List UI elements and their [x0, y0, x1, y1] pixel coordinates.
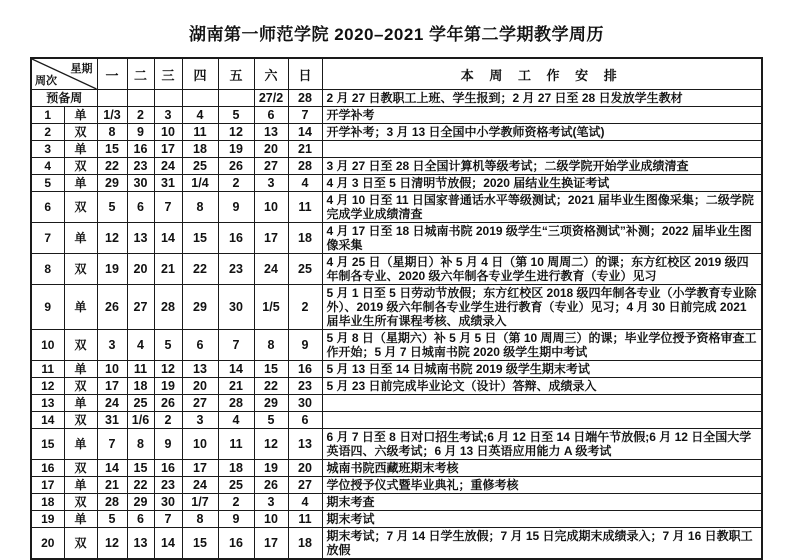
- day-header-sat: 六: [254, 58, 288, 90]
- date-cell: 15: [182, 528, 218, 560]
- table-row: [31, 192, 762, 223]
- table-row: [31, 412, 762, 429]
- date-cell: 28: [97, 494, 127, 511]
- odd-even-cell: 单: [64, 223, 97, 254]
- table-row: [31, 158, 762, 175]
- corner-label-weeknum: 周次: [35, 75, 57, 87]
- date-cell: 14: [218, 361, 254, 378]
- date-cell: 18: [288, 528, 322, 560]
- work-plan-cell: 4 月 25 日（星期日）补 5 月 4 日（第 10 周周二）的课；东方红校区 2019 级四年制各专业、2020 级六年制各专业学生进行教育（专业）见习: [322, 254, 762, 285]
- date-cell: 18: [127, 378, 154, 395]
- date-cell: 2: [154, 412, 182, 429]
- table-row: [31, 494, 762, 511]
- date-cell: 29: [97, 175, 127, 192]
- date-cell: 5: [97, 511, 127, 528]
- odd-even-cell: 单: [64, 361, 97, 378]
- date-cell: 18: [288, 223, 322, 254]
- date-cell: 26: [97, 285, 127, 330]
- date-cell: 29: [254, 395, 288, 412]
- week-number-cell: 3: [31, 141, 64, 158]
- date-cell: 15: [182, 223, 218, 254]
- work-plan-cell: [322, 395, 762, 412]
- date-cell: 8: [97, 124, 127, 141]
- date-cell: 9: [288, 330, 322, 361]
- date-cell: 20: [288, 460, 322, 477]
- date-cell: 30: [218, 285, 254, 330]
- odd-even-cell: 单: [64, 141, 97, 158]
- date-cell: 22: [254, 378, 288, 395]
- date-cell: 8: [254, 330, 288, 361]
- date-cell: 17: [182, 460, 218, 477]
- date-cell: 9: [218, 511, 254, 528]
- date-cell: 25: [127, 395, 154, 412]
- date-cell: 7: [288, 107, 322, 124]
- date-cell: 19: [218, 141, 254, 158]
- date-cell: 5: [154, 330, 182, 361]
- odd-even-cell: 双: [64, 494, 97, 511]
- date-cell: 8: [182, 511, 218, 528]
- date-cell: 24: [182, 477, 218, 494]
- date-cell: 3: [154, 107, 182, 124]
- date-cell: 13: [127, 528, 154, 560]
- work-plan-header: 本 周 工 作 安 排: [322, 58, 762, 90]
- date-cell: 31: [154, 175, 182, 192]
- table-row: [31, 528, 762, 560]
- date-cell: 22: [182, 254, 218, 285]
- table-row: [31, 175, 762, 192]
- table-row: [31, 254, 762, 285]
- odd-even-cell: 双: [64, 192, 97, 223]
- week-number-cell: 11: [31, 361, 64, 378]
- date-cell: 14: [288, 124, 322, 141]
- date-cell: 23: [127, 158, 154, 175]
- corner-label-weekday: 星期: [70, 63, 93, 75]
- table-row: [31, 330, 762, 361]
- date-cell: 14: [97, 460, 127, 477]
- week-number-cell: 13: [31, 395, 64, 412]
- date-cell: 27: [254, 158, 288, 175]
- date-cell: 16: [154, 460, 182, 477]
- date-cell: 12: [218, 124, 254, 141]
- date-cell: 4: [182, 107, 218, 124]
- date-cell: 26: [154, 395, 182, 412]
- date-cell: 18: [218, 460, 254, 477]
- date-cell: 21: [288, 141, 322, 158]
- date-cell: 10: [154, 124, 182, 141]
- date-cell: 28: [154, 285, 182, 330]
- date-cell: 14: [154, 528, 182, 560]
- week-number-cell: 19: [31, 511, 64, 528]
- date-cell: 31: [97, 412, 127, 429]
- date-cell: [182, 90, 218, 107]
- work-plan-cell: 3 月 27 日至 28 日全国计算机等级考试；二级学院开始学业成绩清查: [322, 158, 762, 175]
- date-cell: 19: [97, 254, 127, 285]
- date-cell: [97, 90, 127, 107]
- date-cell: 30: [127, 175, 154, 192]
- work-plan-cell: 开学补考；3 月 13 日全国中小学教师资格考试(笔试): [322, 124, 762, 141]
- table-row: [31, 141, 762, 158]
- date-cell: 10: [254, 192, 288, 223]
- date-cell: 2: [218, 175, 254, 192]
- date-cell: 1/3: [97, 107, 127, 124]
- date-cell: 4: [288, 175, 322, 192]
- date-cell: 23: [218, 254, 254, 285]
- table-row: [31, 107, 762, 124]
- odd-even-cell: 双: [64, 124, 97, 141]
- date-cell: 20: [182, 378, 218, 395]
- odd-even-cell: 单: [64, 477, 97, 494]
- date-cell: 13: [182, 361, 218, 378]
- odd-even-cell: 单: [64, 285, 97, 330]
- work-plan-cell: 期末考试；7 月 14 日学生放假；7 月 15 日完成期末成绩录入；7 月 16 日教职工放假: [322, 528, 762, 560]
- odd-even-cell: 单: [64, 511, 97, 528]
- week-number-cell: 10: [31, 330, 64, 361]
- date-cell: 15: [254, 361, 288, 378]
- table-row: [31, 511, 762, 528]
- corner-box: [32, 59, 97, 89]
- date-cell: 23: [288, 378, 322, 395]
- date-cell: 13: [288, 429, 322, 460]
- odd-even-cell: 单: [64, 395, 97, 412]
- date-cell: 23: [154, 477, 182, 494]
- date-cell: 17: [254, 223, 288, 254]
- date-cell: 9: [127, 124, 154, 141]
- date-cell: 9: [154, 429, 182, 460]
- table-row: [31, 124, 762, 141]
- date-cell: 4: [288, 494, 322, 511]
- date-cell: [154, 90, 182, 107]
- date-cell: 1/6: [127, 412, 154, 429]
- header-row: [31, 58, 762, 90]
- date-cell: 22: [127, 477, 154, 494]
- date-cell: 27: [127, 285, 154, 330]
- date-cell: 4: [218, 412, 254, 429]
- corner-header-cell: [31, 58, 97, 90]
- date-cell: 1/5: [254, 285, 288, 330]
- table-row: [31, 460, 762, 477]
- week-number-cell: 9: [31, 285, 64, 330]
- table-row: [31, 429, 762, 460]
- work-plan-cell: 开学补考: [322, 107, 762, 124]
- date-cell: 13: [254, 124, 288, 141]
- date-cell: 10: [182, 429, 218, 460]
- week-number-cell: 2: [31, 124, 64, 141]
- day-header-mon: 一: [97, 58, 127, 90]
- day-header-fri: 五: [218, 58, 254, 90]
- date-cell: 1/4: [182, 175, 218, 192]
- date-cell: 22: [97, 158, 127, 175]
- week-number-cell: 17: [31, 477, 64, 494]
- date-cell: 6: [182, 330, 218, 361]
- date-cell: 25: [288, 254, 322, 285]
- week-number-cell: 7: [31, 223, 64, 254]
- date-cell: 27/2: [254, 90, 288, 107]
- date-cell: 3: [182, 412, 218, 429]
- table-row: [31, 361, 762, 378]
- date-cell: 29: [182, 285, 218, 330]
- work-plan-cell: 6 月 7 日至 8 日对口招生考试;6 月 12 日至 14 日端午节放假;6 月 12 日全国大学英语四、六级考试；6 月 13 日英语应用能力 A 级考试: [322, 429, 762, 460]
- work-plan-cell: 学位授予仪式暨毕业典礼；重修考核: [322, 477, 762, 494]
- date-cell: 11: [288, 511, 322, 528]
- date-cell: 15: [127, 460, 154, 477]
- date-cell: 30: [154, 494, 182, 511]
- work-plan-cell: 5 月 23 日前完成毕业论文（设计）答辩、成绩录入: [322, 378, 762, 395]
- date-cell: 28: [288, 158, 322, 175]
- date-cell: 28: [218, 395, 254, 412]
- date-cell: 2: [218, 494, 254, 511]
- week-number-cell: 14: [31, 412, 64, 429]
- date-cell: 6: [127, 511, 154, 528]
- date-cell: [127, 90, 154, 107]
- week-number-cell: 1: [31, 107, 64, 124]
- week-number-cell: 8: [31, 254, 64, 285]
- date-cell: 3: [97, 330, 127, 361]
- odd-even-cell: 双: [64, 460, 97, 477]
- odd-even-cell: 双: [64, 330, 97, 361]
- date-cell: 12: [97, 528, 127, 560]
- week-number-cell: 4: [31, 158, 64, 175]
- date-cell: 7: [154, 192, 182, 223]
- week-number-cell: 20: [31, 528, 64, 560]
- date-cell: 7: [154, 511, 182, 528]
- date-cell: 21: [218, 378, 254, 395]
- date-cell: 28: [288, 90, 322, 107]
- table-row: [31, 90, 762, 107]
- date-cell: 16: [127, 141, 154, 158]
- date-cell: 5: [218, 107, 254, 124]
- date-cell: 27: [182, 395, 218, 412]
- date-cell: 2: [288, 285, 322, 330]
- date-cell: 7: [97, 429, 127, 460]
- date-cell: 26: [218, 158, 254, 175]
- odd-even-cell: 双: [64, 378, 97, 395]
- table-row: [31, 477, 762, 494]
- work-plan-cell: 4 月 3 日至 5 日清明节放假；2020 届结业生换证考试: [322, 175, 762, 192]
- table-row: [31, 285, 762, 330]
- date-cell: 10: [97, 361, 127, 378]
- week-number-cell: 12: [31, 378, 64, 395]
- date-cell: 6: [127, 192, 154, 223]
- week-number-cell: 16: [31, 460, 64, 477]
- date-cell: 11: [218, 429, 254, 460]
- date-cell: 17: [154, 141, 182, 158]
- date-cell: 25: [182, 158, 218, 175]
- date-cell: 24: [97, 395, 127, 412]
- date-cell: 3: [254, 494, 288, 511]
- calendar-body: [31, 90, 762, 560]
- work-plan-cell: 期末考查: [322, 494, 762, 511]
- odd-even-cell: 双: [64, 528, 97, 560]
- table-row: [31, 223, 762, 254]
- date-cell: 11: [182, 124, 218, 141]
- table-row: [31, 378, 762, 395]
- date-cell: 1/7: [182, 494, 218, 511]
- week-number-cell: 18: [31, 494, 64, 511]
- date-cell: 6: [288, 412, 322, 429]
- odd-even-cell: 双: [64, 158, 97, 175]
- date-cell: 24: [154, 158, 182, 175]
- date-cell: 12: [254, 429, 288, 460]
- work-plan-cell: 期末考试: [322, 511, 762, 528]
- date-cell: 16: [218, 223, 254, 254]
- date-cell: 29: [127, 494, 154, 511]
- date-cell: 8: [182, 192, 218, 223]
- date-cell: 16: [288, 361, 322, 378]
- work-plan-cell: [322, 412, 762, 429]
- calendar-header: [31, 58, 762, 90]
- date-cell: 11: [127, 361, 154, 378]
- work-plan-cell: 4 月 17 日至 18 日城南书院 2019 级学生“三项资格测试”补测；2022 届毕业生图像采集: [322, 223, 762, 254]
- day-header-wed: 三: [154, 58, 182, 90]
- date-cell: 15: [97, 141, 127, 158]
- date-cell: 12: [97, 223, 127, 254]
- date-cell: 11: [288, 192, 322, 223]
- odd-even-cell: 双: [64, 254, 97, 285]
- odd-even-cell: 双: [64, 412, 97, 429]
- work-plan-cell: 4 月 10 日至 11 日国家普通话水平等级测试；2021 届毕业生图像采集；二级学院完成学业成绩清查: [322, 192, 762, 223]
- date-cell: 30: [288, 395, 322, 412]
- page-title: 湖南第一师范学院 2020–2021 学年第二学期教学周历: [188, 25, 605, 44]
- table-row: [31, 395, 762, 412]
- work-plan-cell: [322, 141, 762, 158]
- date-cell: 10: [254, 511, 288, 528]
- date-cell: 17: [254, 528, 288, 560]
- date-cell: 3: [254, 175, 288, 192]
- date-cell: 18: [182, 141, 218, 158]
- date-cell: 20: [254, 141, 288, 158]
- work-plan-cell: 城南书院西藏班期末考核: [322, 460, 762, 477]
- odd-even-cell: 单: [64, 429, 97, 460]
- date-cell: 19: [254, 460, 288, 477]
- odd-even-cell: 单: [64, 107, 97, 124]
- date-cell: 4: [127, 330, 154, 361]
- date-cell: 24: [254, 254, 288, 285]
- week-number-cell: 5: [31, 175, 64, 192]
- day-header-thu: 四: [182, 58, 218, 90]
- date-cell: 5: [97, 192, 127, 223]
- day-header-tue: 二: [127, 58, 154, 90]
- date-cell: 16: [218, 528, 254, 560]
- date-cell: 13: [127, 223, 154, 254]
- work-plan-cell: 2 月 27 日教职工上班、学生报到；2 月 27 日至 28 日发放学生教材: [322, 90, 762, 107]
- date-cell: 19: [154, 378, 182, 395]
- date-cell: 5: [254, 412, 288, 429]
- date-cell: 9: [218, 192, 254, 223]
- odd-even-cell: 单: [64, 175, 97, 192]
- day-header-sun: 日: [288, 58, 322, 90]
- date-cell: 21: [97, 477, 127, 494]
- work-plan-cell: 5 月 8 日（星期六）补 5 月 5 日（第 10 周周三）的课；毕业学位授予资格审查工作开始；5 月 7 日城南书院 2020 级学生期中考试: [322, 330, 762, 361]
- week-number-cell: 预备周: [31, 90, 97, 107]
- date-cell: 6: [254, 107, 288, 124]
- date-cell: 17: [97, 378, 127, 395]
- date-cell: 7: [218, 330, 254, 361]
- work-plan-cell: 5 月 13 日至 14 日城南书院 2019 级学生期末考试: [322, 361, 762, 378]
- week-number-cell: 15: [31, 429, 64, 460]
- date-cell: 12: [154, 361, 182, 378]
- date-cell: 26: [254, 477, 288, 494]
- teaching-week-calendar-table: [30, 57, 763, 560]
- week-number-cell: 6: [31, 192, 64, 223]
- date-cell: 14: [154, 223, 182, 254]
- date-cell: 21: [154, 254, 182, 285]
- date-cell: 25: [218, 477, 254, 494]
- date-cell: 27: [288, 477, 322, 494]
- date-cell: 20: [127, 254, 154, 285]
- date-cell: 2: [127, 107, 154, 124]
- date-cell: [218, 90, 254, 107]
- work-plan-cell: 5 月 1 日至 5 日劳动节放假；东方红校区 2018 级四年制各专业（小学教育专业除外）、2019 级六年制各专业学生进行教育（专业）见习；4 月 30 日前完成 2021 届毕业生所有课程考核、成绩录入: [322, 285, 762, 330]
- date-cell: 8: [127, 429, 154, 460]
